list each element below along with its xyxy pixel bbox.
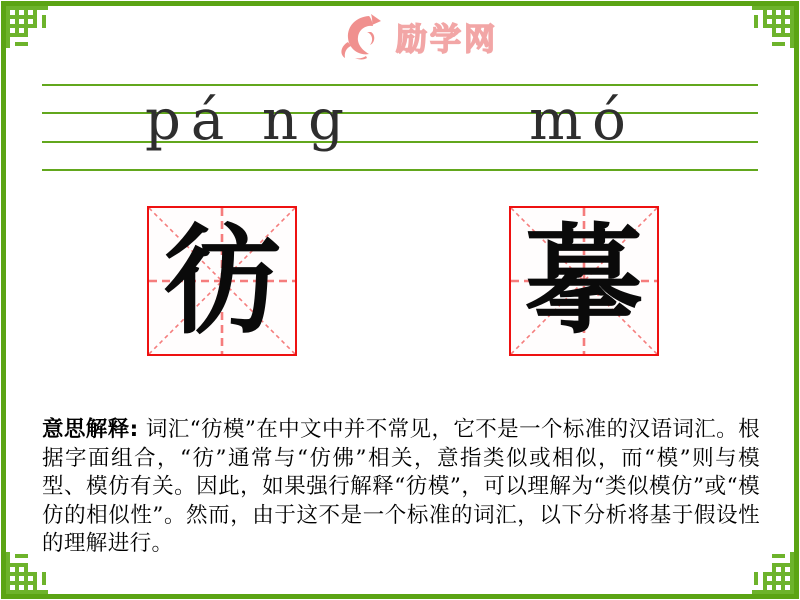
brand-name: 励学网	[396, 21, 498, 58]
hanzi-box-pang	[147, 206, 297, 356]
hanzi-char: 摹	[524, 211, 643, 350]
staff-line	[42, 84, 758, 86]
hanzi-box-mo	[509, 206, 659, 356]
meaning-label: 意思解释:	[42, 417, 139, 442]
corner-lattice-icon	[6, 6, 48, 48]
meaning-section	[42, 416, 760, 559]
pinyin-word-pang: pá ng	[145, 88, 354, 153]
meaning-text: 词汇“彷模”在中文中并不常见，它不是一个标准的汉语词汇。根据字面组合，“彷”通常与“仿佛”相关，意指类似或相似，而“模”则与模型、模仿有关。因此，如果强行解释“彷模”，可以理解为“类似模仿”或“模仿的相似性”。然而，由于这不是一个标准的词汇，以下分析将基于假设性的理解进行。	[42, 417, 760, 556]
staff-line	[42, 169, 758, 171]
pinyin-word-mo: mó	[529, 88, 636, 153]
logo-flame-icon	[336, 12, 392, 60]
corner-lattice-icon	[752, 6, 794, 48]
brand-logo	[336, 12, 498, 60]
hanzi-char: 彷	[162, 211, 281, 350]
